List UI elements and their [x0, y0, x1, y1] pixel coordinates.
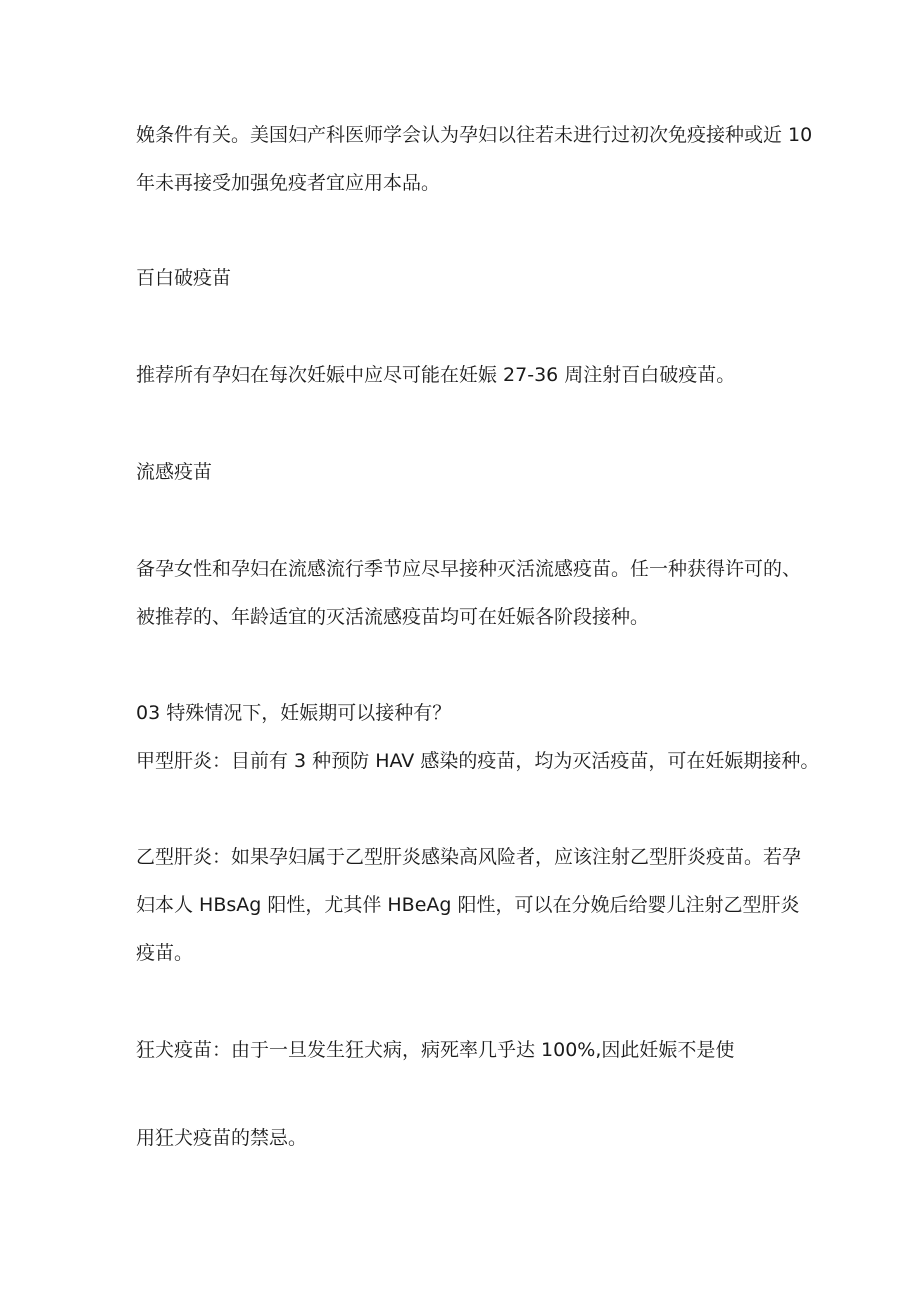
paragraph-line: 疫苗。 — [136, 942, 194, 964]
paragraph-line: 乙型肝炎：如果孕妇属于乙型肝炎感染高风险者，应该注射乙型肝炎疫苗。若孕 — [136, 846, 802, 868]
paragraph-line: 妇本人 HBsAg 阳性，尤其伴 HBeAg 阳性，可以在分娩后给婴儿注射乙型肝炎 — [136, 894, 800, 916]
paragraph-line: 推荐所有孕妇在每次妊娠中应尽可能在妊娠 27-36 周注射百白破疫苗。 — [136, 364, 736, 386]
paragraph-line: 被推荐的、年龄适宜的灭活流感疫苗均可在妊娠各阶段接种。 — [136, 606, 650, 628]
paragraph-line: 年未再接受加强免疫者宜应用本品。 — [136, 172, 441, 194]
paragraph-line: 用狂犬疫苗的禁忌。 — [136, 1127, 308, 1149]
paragraph-line: 甲型肝炎：目前有 3 种预防 HAV 感染的疫苗，均为灭活疫苗，可在妊娠期接种。 — [136, 750, 820, 772]
paragraph-line: 娩条件有关。美国妇产科医师学会认为孕妇以往若未进行过初次免疫接种或近 10 — [136, 124, 813, 146]
paragraph-line: 备孕女性和孕妇在流感流行季节应尽早接种灭活流感疫苗。任一种获得许可的、 — [136, 558, 802, 580]
section-heading: 流感疫苗 — [136, 461, 213, 483]
section-heading: 03 特殊情况下，妊娠期可以接种有？ — [136, 702, 452, 724]
section-heading: 百白破疫苗 — [136, 267, 232, 289]
paragraph-line: 狂犬疫苗：由于一旦发生狂犬病，病死率几乎达 100%,因此妊娠不是使 — [136, 1039, 735, 1061]
